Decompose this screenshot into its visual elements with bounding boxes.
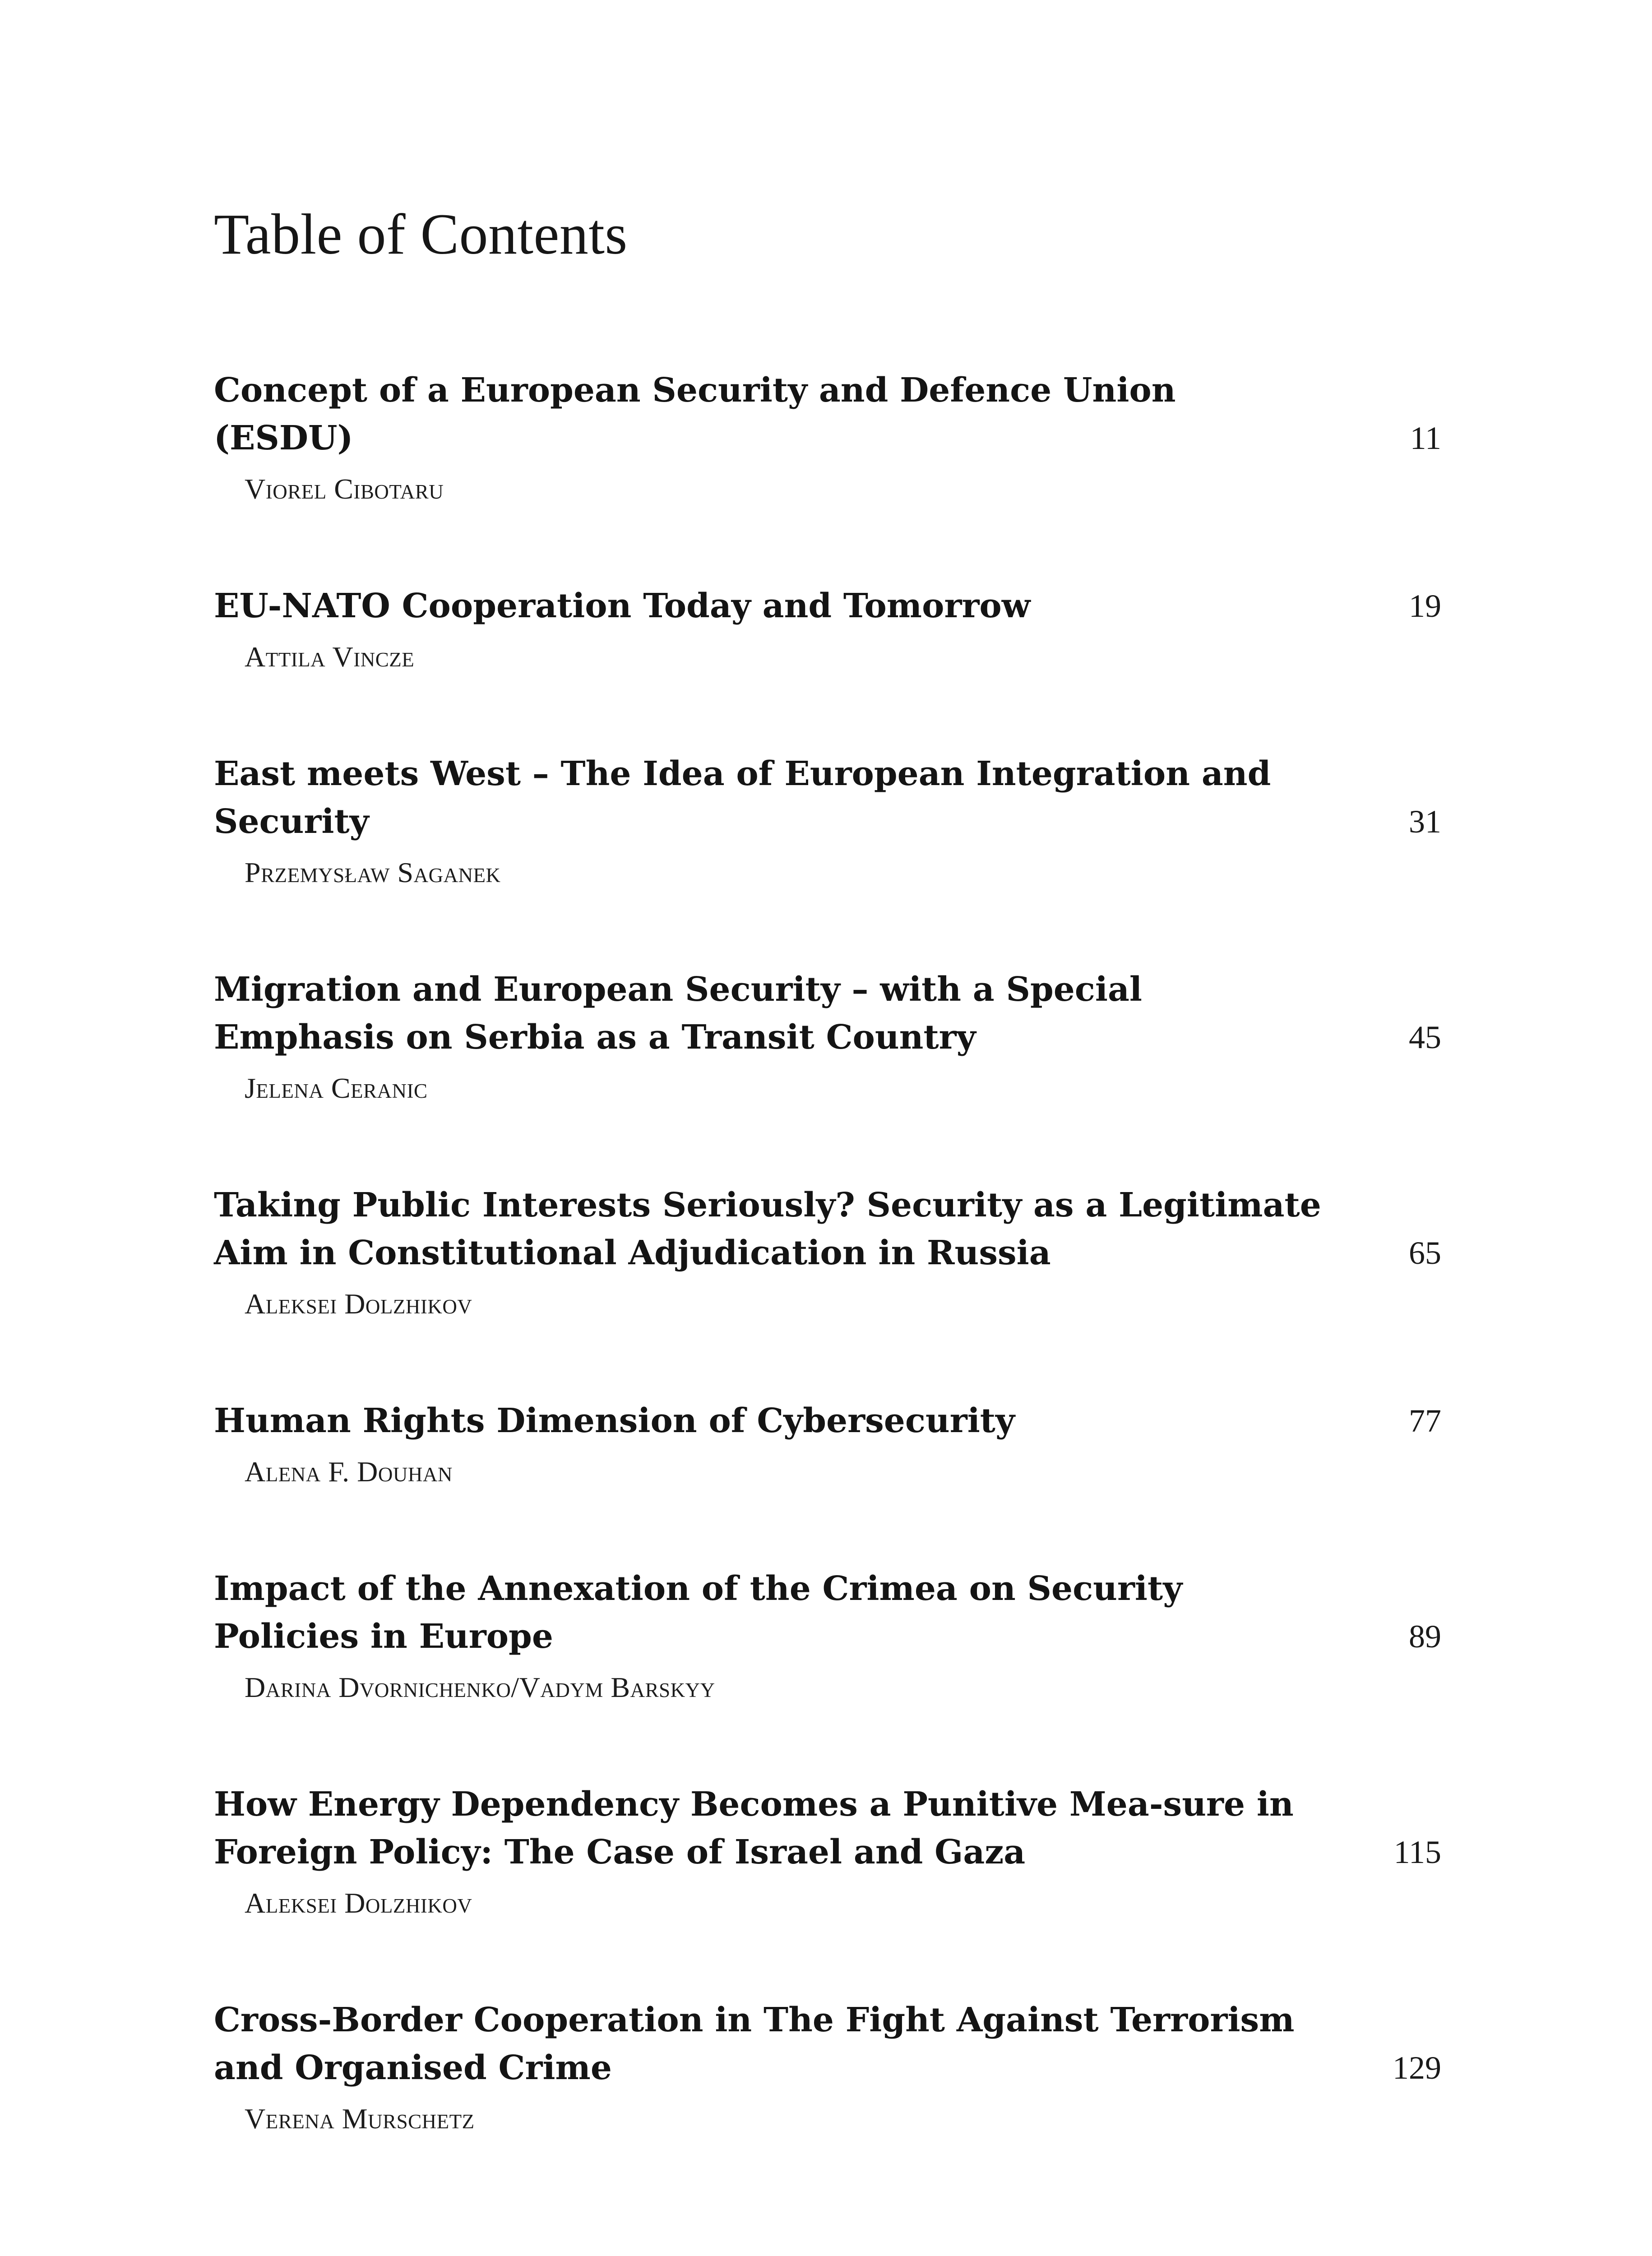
toc-list	[214, 366, 1441, 2212]
toc-entry[interactable]	[214, 1565, 1441, 1708]
toc-entry-row	[214, 966, 1441, 1061]
entry-title[interactable]: EU-NATO Cooperation Today and Tomorrow	[214, 587, 1031, 625]
toc-entry[interactable]	[214, 1780, 1441, 1924]
toc-entry-row	[214, 1996, 1441, 2092]
entry-author: Aleksei Dolzhikov	[245, 1887, 472, 1919]
toc-entry-row	[214, 1397, 1441, 1445]
entry-page-number[interactable]: 19	[1409, 588, 1441, 624]
entry-author: Viorel Cibotaru	[245, 473, 444, 505]
entry-page-number[interactable]: 77	[1409, 1403, 1441, 1439]
entry-author: Verena Murschetz	[245, 2103, 475, 2135]
entry-author: Attila Vincze	[245, 641, 415, 673]
entry-page-number[interactable]: 11	[1410, 420, 1441, 456]
entry-page-number[interactable]: 31	[1409, 804, 1441, 840]
entry-title[interactable]: Impact of the Annexation of the Crimea on Security Policies in Europe	[214, 1569, 1183, 1656]
entry-page-number[interactable]: 89	[1409, 1618, 1441, 1655]
entry-author: Przemysław Saganek	[245, 856, 501, 888]
entry-page-number[interactable]: 129	[1393, 2050, 1441, 2086]
toc-entry[interactable]	[214, 966, 1441, 1109]
entry-page-number[interactable]: 45	[1409, 1019, 1441, 1055]
toc-entry-row	[214, 366, 1441, 462]
page-title: Table of Contents	[214, 202, 628, 266]
entry-author: Alena F. Douhan	[245, 1456, 453, 1488]
entry-title[interactable]: Migration and European Security – with a Special Emphasis on Serbia as a Transit Country	[214, 970, 1143, 1057]
entry-title[interactable]: How Energy Dependency Becomes a Punitive Mea-sure in Foreign Policy: The Case of Israel and Gaza	[214, 1785, 1294, 1872]
entry-author: Jelena Ceranic	[245, 1072, 428, 1104]
entry-title[interactable]: Taking Public Interests Seriously? Security as a Legitimate Aim in Constitutional Adjudication in Russia	[214, 1186, 1321, 1272]
toc-entry[interactable]	[214, 750, 1441, 893]
toc-entry-row	[214, 1565, 1441, 1660]
entry-title[interactable]: Concept of a European Security and Defence Union (ESDU)	[214, 371, 1176, 458]
toc-entry-row	[214, 582, 1441, 630]
entry-author: Darina Dvornichenko/Vadym Barskyy	[245, 1671, 715, 1703]
entry-title[interactable]: Human Rights Dimension of Cybersecurity	[214, 1401, 1015, 1440]
entry-author: Aleksei Dolzhikov	[245, 1288, 472, 1320]
toc-entry[interactable]	[214, 1996, 1441, 2140]
toc-entry-row	[214, 1181, 1441, 1277]
entry-page-number[interactable]: 65	[1409, 1235, 1441, 1271]
toc-entry-row	[214, 1780, 1441, 1876]
entry-page-number[interactable]: 115	[1393, 1834, 1441, 1870]
entry-title[interactable]: East meets West – The Idea of European Integration and Security	[214, 754, 1271, 841]
toc-entry[interactable]	[214, 1181, 1441, 1325]
toc-entry[interactable]	[214, 582, 1441, 678]
toc-entry[interactable]	[214, 366, 1441, 510]
entry-title[interactable]: Cross-Border Cooperation in The Fight Against Terrorism and Organised Crime	[214, 2001, 1295, 2087]
toc-entry-row	[214, 750, 1441, 846]
toc-entry[interactable]	[214, 1397, 1441, 1493]
